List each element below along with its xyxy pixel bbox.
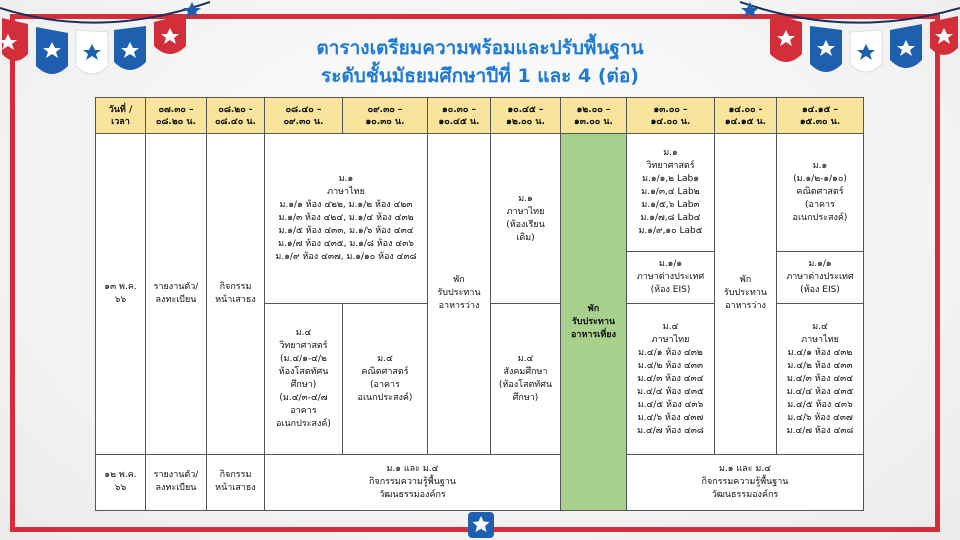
header-slot-2: ๐๘.๒๐ - ๐๘.๔๐ น.: [207, 98, 265, 134]
day1-m1-thai-late-cell: ม.๑ ภาษาไทย (ห้องเรียน เดิม): [491, 134, 561, 304]
day2-afternoon-activity-cell: ม.๑ และ ม.๔ กิจกรรมความรู้พื้นฐาน วัฒนธรรมองค์กร: [627, 454, 864, 510]
day1-snack-break-cell: พัก รับประทาน อาหารว่าง: [428, 134, 491, 455]
day1-m4-math-cell: ม.๔ คณิตศาสตร์ (อาคาร อเนกประสงค์): [343, 304, 428, 454]
day1-m1-science-cell: ม.๑ วิทยาศาสตร์ ม.๑/๑,๒ Lab๑ ม.๑/๓,๔ Lab๒ ม.๑/๕,๖ Lab๓ ม.๑/๗,๘ Lab๔ ม.๑/๙,๑๐ Lab๕: [627, 134, 715, 252]
day1-m4-thai-late-cell: ม.๔ ภาษาไทย ม.๔/๑ ห้อง ๔๓๒ ม.๔/๒ ห้อง ๔๓๓ ม.๔/๓ ห้อง ๔๓๔ ม.๔/๔ ห้อง ๔๓๕ ม.๔/๕ ห้อง ๔๓๖ ม.๔/๖ ห้อง ๔๓๗ ม.๔/๗ ห้อง ๔๓๘: [777, 304, 864, 454]
header-slot-4: ๐๙.๓๐ – ๑๐.๓๐ น.: [343, 98, 428, 134]
page-subtitle: ระดับชั้นมัธยมศึกษาปีที่ 1 และ 4 (ต่อ): [321, 65, 639, 87]
day1-flag-activity-cell: กิจกรรม หน้าเสาธง: [207, 134, 265, 455]
header-slot-7: ๑๒.๐๐ – ๑๓.๐๐ น.: [561, 98, 627, 134]
table-row: [96, 134, 864, 252]
header-slot-6: ๑๐.๔๕ – ๑๒.๐๐ น.: [491, 98, 561, 134]
header-slot-10: ๑๔.๑๕ – ๑๕.๓๐ น.: [777, 98, 864, 134]
header-slot-9: ๑๔.๐๐ - ๑๔.๑๕ น.: [715, 98, 777, 134]
day2-flag-activity-cell: กิจกรรม หน้าเสาธง: [207, 454, 265, 510]
day1-m1-math-cell: ม.๑ (ม.๑/๒-๑/๑๐) คณิตศาสตร์ (อาคาร อเนกประสงค์): [777, 134, 864, 252]
bottom-star-decoration: [468, 512, 494, 538]
schedule-table: [95, 97, 864, 511]
lunch-break-cell: พัก รับประทาน อาหารเที่ยง: [561, 134, 627, 511]
day2-date-cell: ๑๒ พ.ค. ๖๖: [96, 454, 146, 510]
day1-date-cell: ๑๓ พ.ค. ๖๖: [96, 134, 146, 455]
day1-m4-social-cell: ม.๔ สังคมศึกษา (ห้องโสตทัศน ศึกษา): [491, 304, 561, 454]
header-date-time: วันที่ / เวลา: [96, 98, 146, 134]
day2-morning-activity-cell: ม.๑ และ ม.๔ กิจกรรมความรู้พื้นฐาน วัฒนธรรมองค์กร: [265, 454, 561, 510]
day1-m4-science-cell: ม.๔ วิทยาศาสตร์ (ม.๔/๑-๔/๒ ห้องโสตทัศน ศึกษา) (ม.๔/๓-๔/๗ อาคาร อเนกประสงค์): [265, 304, 343, 454]
header-slot-5: ๑๐.๓๐ – ๑๐.๔๕ น.: [428, 98, 491, 134]
header-slot-8: ๑๓.๐๐ – ๑๔.๐๐ น.: [627, 98, 715, 134]
table-row: [96, 454, 864, 510]
day1-m1-foreign-lang-cell: ม.๑/๑ ภาษาต่างประเทศ (ห้อง EIS): [627, 252, 715, 304]
day1-m1-foreign-lang-late-cell: ม.๑/๑ ภาษาต่างประเทศ (ห้อง EIS): [777, 252, 864, 304]
header-row: [96, 98, 864, 134]
day1-m1-thai-cell: ม.๑ ภาษาไทย ม.๑/๑ ห้อง ๔๒๒, ม.๑/๒ ห้อง ๔๒๓ ม.๑/๓ ห้อง ๔๒๔, ม.๑/๔ ห้อง ๔๓๒ ม.๑/๕ ห้อง ๔๓๓, ม.๑/๖ ห้อง ๔๓๔ ม.๑/๗ ห้อง ๔๓๕, ม.๑/๘ ห้อง ๔๓๖ ม.๑/๙ ห้อง ๔๓๗, ม.๑/๑๐ ห้อง ๔๓๘: [265, 134, 428, 304]
day1-m4-thai-cell: ม.๔ ภาษาไทย ม.๔/๑ ห้อง ๔๓๒ ม.๔/๒ ห้อง ๔๓๓ ม.๔/๓ ห้อง ๔๓๔ ม.๔/๔ ห้อง ๔๓๕ ม.๔/๕ ห้อง ๔๓๖ ม.๔/๖ ห้อง ๔๓๗ ม.๔/๗ ห้อง ๔๓๘: [627, 304, 715, 454]
day1-register-cell: รายงานตัว/ ลงทะเบียน: [146, 134, 207, 455]
day2-register-cell: รายงานตัว/ ลงทะเบียน: [146, 454, 207, 510]
page-title: ตารางเตรียมความพร้อมและปรับพื้นฐาน: [316, 37, 644, 59]
header-slot-3: ๐๘.๔๐ – ๐๙.๓๐ น.: [265, 98, 343, 134]
day1-afternoon-break-cell: พัก รับประทาน อาหารว่าง: [715, 134, 777, 455]
header-slot-1: ๐๗.๓๐ – ๐๘.๒๐ น.: [146, 98, 207, 134]
